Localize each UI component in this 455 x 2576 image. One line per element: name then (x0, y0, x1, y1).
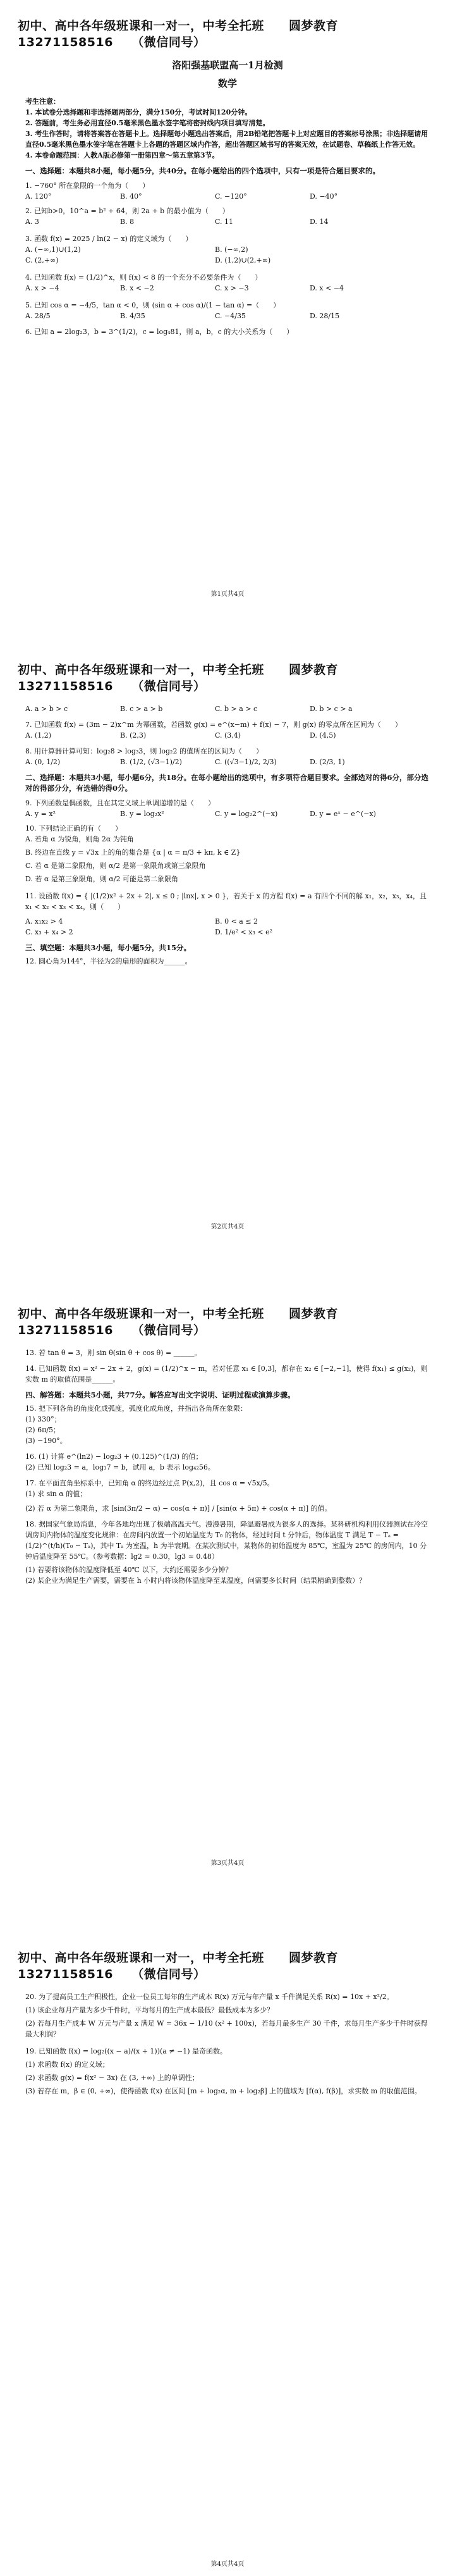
notice-item: 3. 考生作答时，请将答案答在答题卡上。选择题每小题选出答案后，用2B铅笔把答题卡上对应题目的答案标号涂黑；非选择题请用直径0.5毫米黑色墨水签字笔在答题卡上各题的答题区域内作答，超出答题区域书写的答案无效，在试题卷、草稿纸上作答无效。 (25, 130, 428, 149)
question-11-options (25, 927, 430, 938)
exam-subject: 数学 (217, 78, 237, 89)
question-7: 7. 已知函数 f(x) = (3m − 2)x^m 为幂函数，若函数 g(x) = e^(x−m) + f(x) − 7，则 g(x) 的零点所在区间为（ ） (25, 721, 402, 729)
banner-line-1: 初中、高中各年级班课和一对一，中考全托班 圆梦教育 (18, 1951, 339, 1965)
question-2: 2. 已知b>0，10^a = b² + 64，则 2a + b 的最小值为（ ） (25, 207, 229, 215)
option: C. −120° (215, 192, 247, 201)
question-16: 16. (1) 计算 e^(ln2) − log₂3 + (0.125)^(1/3) 的值； (25, 1452, 203, 1461)
page-2-content (0, 703, 455, 967)
option: B. c > a > b (120, 705, 163, 713)
page-1 (0, 0, 455, 598)
option: A. (0, 1/2) (25, 758, 61, 766)
option: C. ((√3−1)/2, 2/3) (215, 758, 277, 766)
page-footer: 第4页共4页 (210, 2561, 245, 2568)
notice-item: 1. 本试卷分选择题和非选择题两部分，满分150分，考试时间120分钟。 (25, 108, 252, 116)
question-6-options (25, 703, 430, 714)
notice-item: 2. 答题前，考生务必用直径0.5毫米黑色墨水签字笔将密封线内项目填写清楚。 (25, 119, 270, 127)
option: D. 14 (310, 218, 329, 226)
sub-question: (2) 某企业为满足生产需要，需要在 h 小时内将该物体温度降至某温度，问需要多长时间（结果精确到整数）？ (25, 1576, 367, 1585)
option: A. 120° (25, 192, 52, 201)
option: C. x > −3 (215, 284, 249, 292)
page-header-banner (0, 662, 455, 695)
page-3-content (0, 1347, 455, 1586)
question-17: 17. 在平面直角坐标系中，已知角 α 的终边经过点 P(x,2)，且 cos α = √5x/5。 (25, 1479, 274, 1487)
option: A. 28/5 (25, 312, 51, 320)
banner-line-2: 13271158516 （微信同号） (18, 1967, 206, 1981)
question-6: 6. 已知 a = 2log₂3，b = 3^(1/2)，c = log₄81，则 a，b，c 的大小关系为（ ） (25, 328, 294, 336)
banner-line-2: 13271158516 （微信同号） (18, 679, 206, 693)
option: B. 终边在直线 y = √3x 上的角的集合是 {α | α = π/3 + kπ, k ∈ Z} (25, 848, 241, 857)
page-4-content (0, 1991, 455, 2096)
notice-item: 4. 本卷命题范围：人教A版必修第一册第四章～第五章第3节。 (25, 151, 219, 159)
page-footer: 第1页共4页 (210, 591, 245, 598)
section-heading: 三、填空题：本题共3小题，每小题5分，共15分。 (25, 943, 191, 952)
page-footer: 第3页共4页 (210, 1860, 245, 1867)
sub-question: (1) 求 sin α 的值； (25, 1490, 87, 1498)
option: C. −4/35 (215, 312, 246, 320)
sub-question: (1) 该企业每月产量为多少千件时，平均每月的生产成本最低？最低成本为多少？ (25, 2006, 274, 2014)
option: D. b > c > a (310, 705, 353, 713)
option: D. 1/e² < x₃ < e² (215, 928, 272, 936)
option: A. (−∞,1)∪(1,2) (25, 245, 81, 254)
exam-title: 洛阳强基联盟高一1月检测 (172, 59, 283, 71)
sub-question: (3) −190°。 (25, 1437, 67, 1445)
question-9-options (25, 808, 430, 819)
sub-question: (3) 若存在 m，β ∈ (0, +∞)，使得函数 f(x) 在区间 [m + log₂α, m + log₂β] 上的值域为 [f(α), f(β)]，求实数 m 的取值范围。 (25, 2087, 422, 2095)
banner-line-1: 初中、高中各年级班课和一对一，中考全托班 圆梦教育 (18, 1307, 339, 1321)
banner-line-1: 初中、高中各年级班课和一对一，中考全托班 圆梦教育 (18, 19, 339, 33)
option: D. 若 α 是第三象限角，则 α/2 可能是第二象限角 (25, 875, 178, 883)
section-heading: 一、选择题：本题共8小题，每小题5分，共40分。在每小题给出的四个选项中，只有一项是符合题目要求的。 (25, 166, 380, 175)
option: C. b > a > c (215, 705, 258, 713)
question-11-options (25, 916, 430, 927)
notice-head: 考生注意： (25, 97, 60, 106)
option: B. (1/2, (√3−1)/2) (120, 758, 182, 766)
question-8-options (25, 757, 430, 767)
page-1-content (0, 96, 455, 337)
option: C. x₃ + x₄ > 2 (25, 928, 73, 936)
question-3-options (25, 244, 430, 255)
banner-line-2: 13271158516 （微信同号） (18, 35, 206, 49)
question-20: 20. 为了提高员工生产积极性，企业一位员工每年的生产成本 R(x) 万元与年产量 x 千件满足关系 R(x) = 10x + x²/2。 (25, 1993, 394, 2001)
sub-question: (2) 若 α 为第二象限角，求 [sin(3π/2 − α) − cos(α + π)] / [sin(α + 5π) + cos(α + π)] 的值。 (25, 1504, 332, 1513)
option: C. 若 α 是第二象限角，则 α/2 是第一象限角或第三象限角 (25, 862, 206, 870)
option: A. y = x² (25, 810, 56, 818)
page-header-banner (0, 1950, 455, 1983)
option: C. (2,+∞) (25, 256, 59, 264)
option: B. (−∞,2) (215, 245, 248, 254)
option: D. x < −4 (310, 284, 344, 292)
question-15: 15. 把下列各角的角度化成弧度，弧度化成角度，并指出各角所在象限： (25, 1404, 247, 1413)
page-2 (0, 644, 455, 1230)
sub-question: (2) 求函数 g(x) = f(x² − 3x) 在 (3, +∞) 上的单调性； (25, 2074, 199, 2082)
option: B. 0 < a ≤ 2 (215, 917, 258, 926)
question-7-options (25, 730, 430, 741)
option: D. (2/3, 1) (310, 758, 345, 766)
question-10: 10. 下列结论正确的有（ ） (25, 824, 122, 833)
question-8: 8. 用计算器计算可知：log₂8 > log₃3，则 log₂2 的值所在的区间为（ ） (25, 747, 263, 755)
option: D. −40° (310, 192, 338, 201)
question-9: 9. 下列函数是偶函数，且在其定义域上单调递增的是（ ） (25, 799, 215, 807)
page-header-banner (0, 1306, 455, 1339)
option: A. x > −4 (25, 284, 59, 292)
question-5-options (25, 311, 430, 321)
option: D. 28/15 (310, 312, 340, 320)
question-4: 4. 已知函数 f(x) = (1/2)^x，则 f(x) < 8 的一个充分不必要条件为（ ） (25, 273, 262, 282)
sub-question: (2) 若每月生产成本 W 万元与产量 x 满足 W = 36x − 1/10 (x² + 100x)，若每月最多生产 30 千件，求每月生产多少千件时获得最大利润？ (25, 2019, 428, 2038)
banner-line-2: 13271158516 （微信同号） (18, 1323, 206, 1337)
option: B. 40° (120, 192, 142, 201)
question-3-options (25, 255, 430, 266)
page-3 (0, 1288, 455, 1867)
option: C. (3,4) (215, 731, 241, 740)
option: A. a > b > c (25, 705, 68, 713)
question-13: 13. 若 tan θ = 3，则 sin θ(sin θ + cos θ) = ______。 (25, 1349, 202, 1357)
page-footer: 第2页共4页 (210, 1223, 245, 1230)
section-heading: 二、选择题：本题共3小题，每小题6分，共18分。在每小题给出的选项中，有多项符合题目要求。全部选对的得6分，部分选对的得部分分，有选错的得0分。 (25, 773, 429, 793)
question-1: 1. −760° 所在象限的一个角为（ ） (25, 182, 150, 190)
banner-line-1: 初中、高中各年级班课和一对一，中考全托班 圆梦教育 (18, 663, 339, 677)
question-3: 3. 函数 f(x) = 2025 / ln(2 − x) 的定义域为（ ） (25, 235, 193, 243)
option: D. (1,2)∪(2,+∞) (215, 256, 271, 264)
question-2-options (25, 216, 430, 227)
question-4-options (25, 283, 430, 294)
question-12: 12. 圆心角为144°，半径为2的扇形的面积为______。 (25, 957, 192, 965)
option: D. y = eˣ − e^(−x) (310, 810, 376, 818)
sub-question: (1) 若要将该物体的温度降低至 40℃ 以下，大约还需要多少分钟？ (25, 1566, 233, 1574)
question-14: 14. 已知函数 f(x) = x² − 2x + 2，g(x) = (1/2)^x − m，若对任意 x₁ ∈ [0,3]，都存在 x₂ ∈ [−2,−1]，使得 f(x₁) ≤ g(x₂)，则实数 m 的取值范围是______。 (25, 1365, 428, 1384)
question-18: 18. 据国家气象局消息，今年各地均出现了极端高温天气。漫漫暑期，降温避暑成为很多人的选择。某科研机构利用仪器测试在冷空调房间内物体的温度变化规律：在房间内放置一个初始温度为 T₀ 的物体，经过时间 t 分钟后，物体温度 T 满足 T − Tₐ = (1/2)^(t/h)(T₀ − Tₐ)，其中 Tₐ 为室温，h 为半衰期。在某次测试中，某物体的初始温度为 85℃，室温为 25℃ 的房间内，10 分钟后温度降至 55℃。（参考数据：lg2 ≈ 0.30，lg3 ≈ 0.48） (25, 1520, 428, 1561)
option: B. 8 (120, 218, 135, 226)
option: B. y = log₂x² (120, 810, 164, 818)
option: A. (1,2) (25, 731, 52, 740)
sub-question: (1) 330°； (25, 1415, 61, 1423)
option: C. 11 (215, 218, 234, 226)
option: A. 若角 α 为锐角，则角 2α 为钝角 (25, 835, 134, 843)
sub-question: (1) 求函数 f(x) 的定义域； (25, 2060, 109, 2069)
section-heading: 四、解答题：本题共5小题，共77分。解答应写出文字说明、证明过程或演算步骤。 (25, 1390, 295, 1399)
page-4 (0, 1932, 455, 2568)
option: D. (4,5) (310, 731, 336, 740)
option: A. x₁x₂ > 4 (25, 917, 63, 926)
question-11: 11. 设函数 f(x) = { |(1/2)x² + 2x + 2|, x ≤ 0 ; |lnx|, x > 0 }，若关于 x 的方程 f(x) = a 有四个不同的解 x₁，x₂，x₃，x₄，且 x₁ < x₂ < x₃ < x₄，则（ ） (25, 892, 427, 911)
question-1-options (25, 191, 430, 202)
option: A. 3 (25, 218, 39, 226)
option: B. (2,3) (120, 731, 147, 740)
option: B. 4/35 (120, 312, 145, 320)
page-header-banner (0, 18, 455, 51)
sub-question: (2) 已知 log₂3 = a，log₃7 = b，试用 a，b 表示 log₄₂56。 (25, 1463, 215, 1471)
question-19: 19. 已知函数 f(x) = log₂((x − a)/(x + 1))(a ≠ −1) 是奇函数。 (25, 2047, 228, 2055)
option: B. x < −2 (120, 284, 154, 292)
question-5: 5. 已知 cos α = −4/5，tan α < 0，则 (sin α + cos α)/(1 − tan α) =（ ） (25, 301, 281, 309)
option: C. y = log₂2^(−x) (215, 810, 278, 818)
sub-question: (2) 6π/5； (25, 1426, 61, 1434)
